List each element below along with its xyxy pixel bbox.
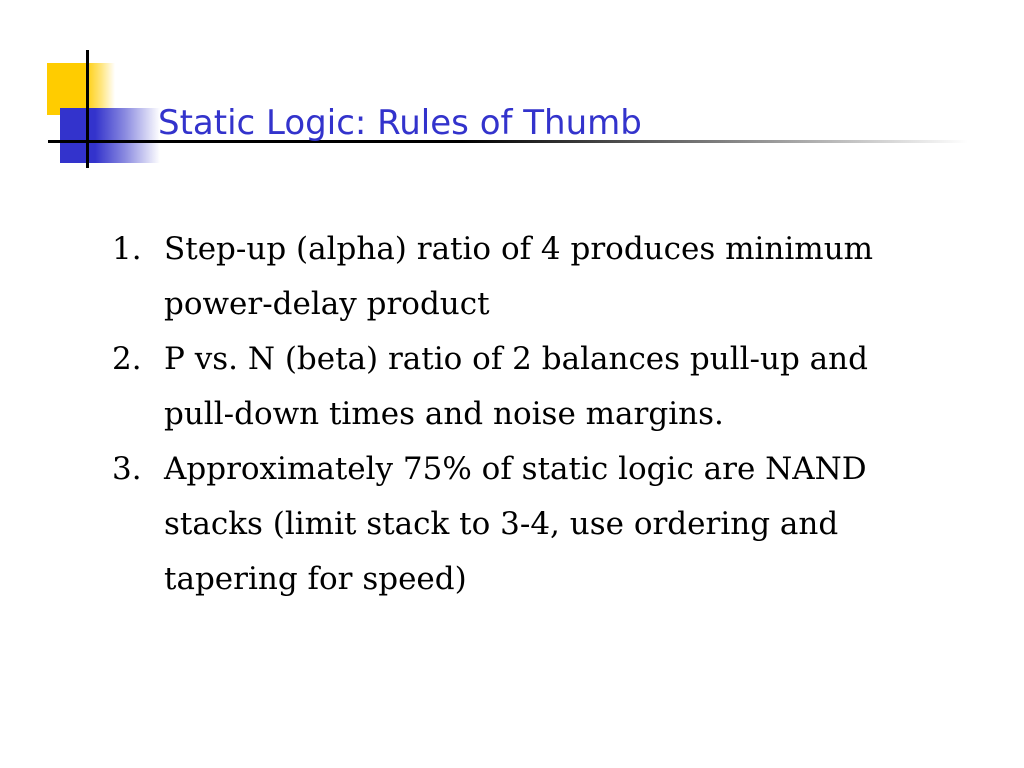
list-item-text: Approximately 75% of static logic are NAND stacks (limit stack to 3-4, use ordering and tapering for speed) <box>164 451 867 597</box>
decorative-vertical-line <box>86 50 89 168</box>
list-item-number: 2. <box>112 341 142 377</box>
list-item-text: Step-up (alpha) ratio of 4 produces minimum power-delay product <box>164 231 874 322</box>
list-item-number: 3. <box>112 451 142 487</box>
list-item <box>112 332 952 442</box>
list-item-text: P vs. N (beta) ratio of 2 balances pull-up and pull-down times and noise margins. <box>164 341 868 432</box>
list-item <box>112 442 952 607</box>
slide-title: Static Logic: Rules of Thumb <box>158 103 642 143</box>
list-item-number: 1. <box>112 231 142 267</box>
decorative-blue-square <box>60 108 160 163</box>
rules-list <box>112 222 952 607</box>
list-item <box>112 222 952 332</box>
